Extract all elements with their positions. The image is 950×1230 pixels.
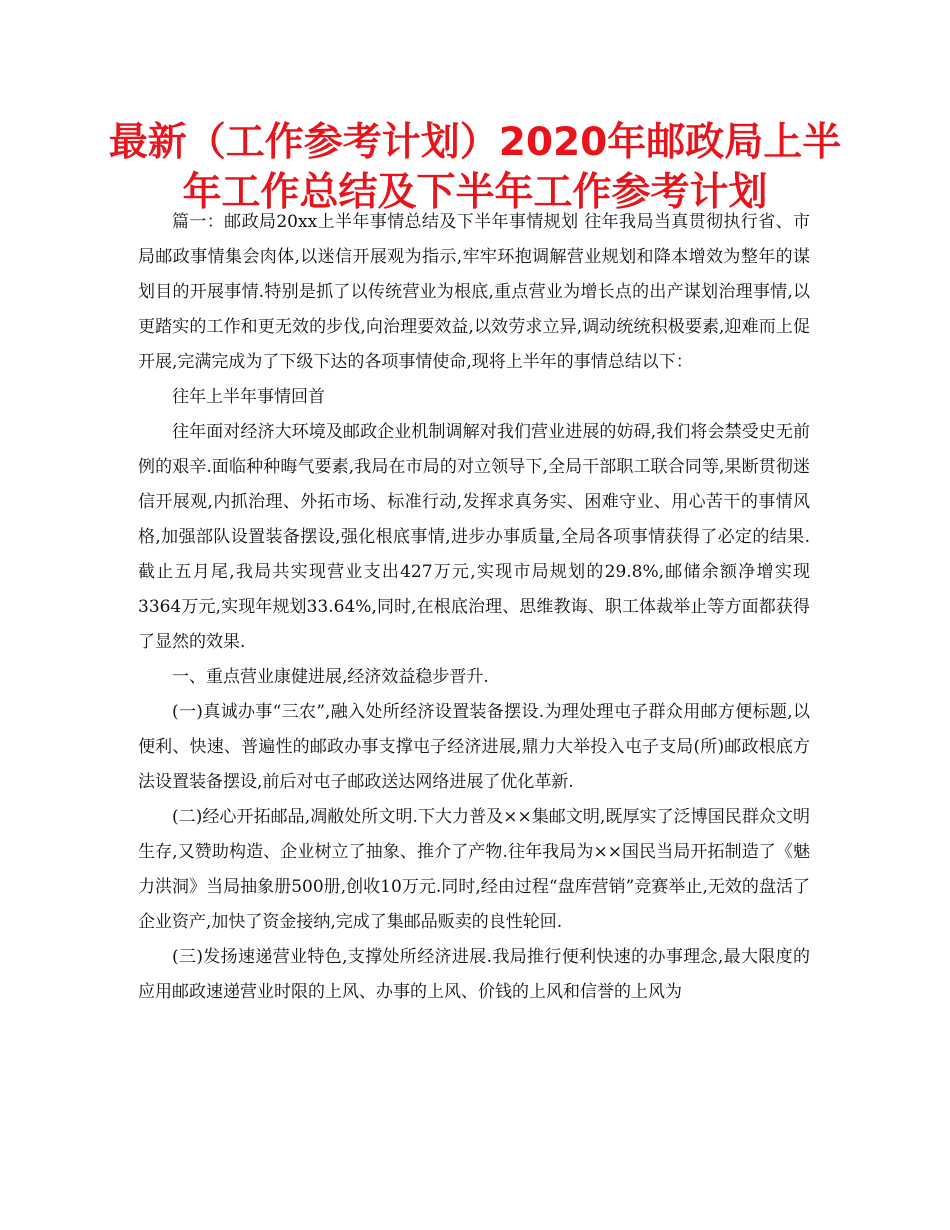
paragraph: 篇一：邮政局20xx上半年事情总结及下半年事情规划 往年我局当真贯彻执行省、市局邮政事情集会肉体,以迷信开展观为指示,牢牢环抱调解营业规划和降本增效为整年的谋划目的开展事情.特别是抓了以传统营业为根底,重点营业为增长点的出产谋划治理事情,以更踏实的工作和更无效的步伐,向治理要效益,以效劳求立异,调动统统积极要素,迎难而上促开展,完满完成为了下级下达的各项事情使命,现将上半年的事情总结以下： xyxy=(138,212,810,372)
paragraph: (三)发扬速递营业特色,支撑处所经济进展.我局推行便利快速的办事理念,最大限度的应用邮政速递营业时限的上风、办事的上风、价钱的上风和信誉的上风为 xyxy=(138,947,810,1002)
document-title: 最新（工作参考计划）2020年邮政局上半年工作总结及下半年工作参考计划 xyxy=(108,120,842,215)
paragraph: 往年面对经济大环境及邮政企业机制调解对我们营业进展的妨碍,我们将会禁受史无前例的艰辛.面临种种晦气要素,我局在市局的对立领导下,全局干部职工联合同等,果断贯彻迷信开展观,内抓治理、外拓市场、标准行动,发挥求真务实、困难守业、用心苦干的事情风格,加强部队设置装备摆设,强化根底事情,进步办事质量,全局各项事情获得了必定的结果.截止五月尾,我局共实现营业支出427万元,实现市局规划的29.8%,邮储余额净增实现3364万元,实现年规划33.64%,同时,在根底治理、思维教诲、职工体裁举止等方面都获得了显然的效果. xyxy=(138,422,810,652)
paragraph: (一)真诚办事“三农”,融入处所经济设置装备摆设.为理处理屯子群众用邮方便标题,以便利、快速、普遍性的邮政办事支撑屯子经济进展,鼎力大举投入屯子支局(所)邮政根底方法设置装备摆设,前后对屯子邮政送达网络进展了优化革新. xyxy=(138,702,810,792)
document-body xyxy=(138,205,810,1010)
paragraph: (二)经心开拓邮品,凋敝处所文明.下大力普及××集邮文明,既厚实了泛博国民群众文明生存,又赞助构造、企业树立了抽象、推介了产物.往年我局为××国民当局开拓制造了《魅力洪洞》当局抽象册500册,创收10万元.同时,经由过程“盘库营销”竞赛举止,无效的盘活了企业资产,加快了资金接纳,完成了集邮品贩卖的良性轮回. xyxy=(138,807,810,932)
section-heading: 一、重点营业康健进展,经济效益稳步晋升. xyxy=(172,667,489,687)
section-heading: 往年上半年事情回首 xyxy=(172,387,325,407)
